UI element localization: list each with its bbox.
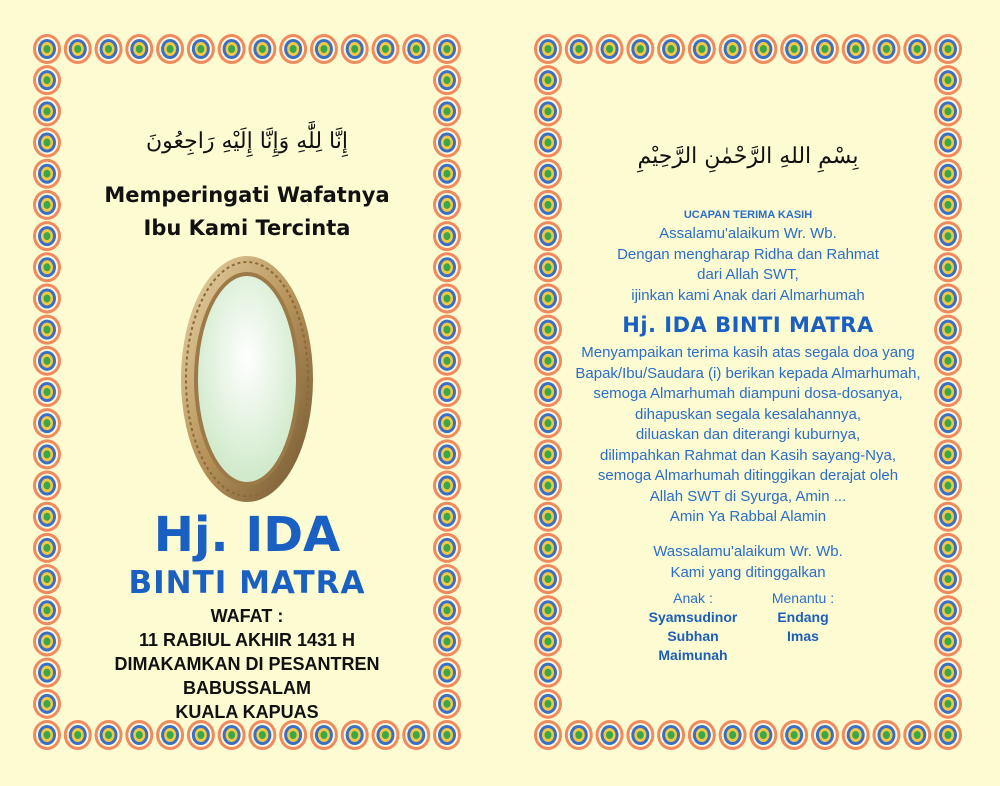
border-medallion [433, 346, 461, 376]
border-medallion [872, 720, 900, 750]
border-medallion [534, 65, 562, 95]
border-medallion [749, 34, 777, 64]
border-medallion [934, 346, 962, 376]
family-name: Imas [787, 628, 819, 644]
border-medallion [433, 720, 461, 750]
border-medallion [934, 221, 962, 251]
text-line: dihapuskan segala kesalahannya, [634, 405, 861, 423]
border-medallion [934, 315, 962, 345]
border-medallion [534, 190, 562, 220]
border-medallion [33, 439, 61, 469]
text-line: Menyampaikan terima kasih atas segala doa yang [581, 344, 915, 361]
card-left-content [67, 69, 427, 722]
text-line: ijinkan kami Anak dari Almarhumah [631, 286, 865, 304]
border-medallion [433, 533, 461, 563]
border-medallion [565, 34, 593, 64]
body-paragraph [568, 343, 928, 528]
border-medallion [903, 720, 931, 750]
border-medallion [626, 34, 654, 64]
border-medallion [433, 502, 461, 532]
thanks-title: UCAPAN TERIMA KASIH [683, 209, 813, 221]
heading-line-2: Ibu Kami Tercinta [143, 216, 351, 240]
text-line: Bapak/Ibu/Saudara (i) berikan kepada Almarhumah, [575, 364, 921, 382]
border-medallion [433, 65, 461, 95]
text-line: Amin Ya Rabbal Alamin [669, 508, 827, 525]
text-line: diluaskan dan diterangi kuburnya, [635, 426, 861, 443]
border-medallion [33, 564, 61, 594]
border-medallion [371, 34, 399, 64]
border-medallion [33, 595, 61, 625]
border-medallion [33, 471, 61, 501]
text-line: semoga Almarhumah diampuni dosa-dosanya, [593, 385, 903, 402]
border-medallion [33, 159, 61, 189]
border-medallion [934, 533, 962, 563]
border-medallion [33, 315, 61, 345]
border-medallion [433, 159, 461, 189]
border-medallion [534, 595, 562, 625]
info-line: WAFAT : [210, 606, 284, 626]
border-medallion [657, 720, 685, 750]
border-medallion [433, 471, 461, 501]
info-line: BABUSSALAM [183, 678, 311, 698]
border-medallion [433, 34, 461, 64]
border-medallion [33, 720, 61, 750]
border-medallion [811, 720, 839, 750]
border-medallion [218, 34, 246, 64]
border-medallion [433, 689, 461, 719]
border-medallion [534, 720, 562, 750]
border-medallion [402, 34, 430, 64]
border-medallion [95, 720, 123, 750]
border-medallion [33, 408, 61, 438]
border-medallion [33, 34, 61, 64]
border-medallion [934, 658, 962, 688]
border-medallion [534, 221, 562, 251]
border-medallion [433, 283, 461, 313]
border-medallion [33, 346, 61, 376]
children-label: Anak : [673, 590, 713, 606]
border-medallion [433, 439, 461, 469]
family-name: Syamsudinor [648, 609, 738, 625]
border-medallion [596, 720, 624, 750]
border-medallion [187, 34, 215, 64]
border-medallion [33, 533, 61, 563]
heading-line-1: Memperingati Wafatnya [104, 183, 390, 207]
border-medallion [341, 34, 369, 64]
border-medallion [534, 346, 562, 376]
text-line: Kami yang ditinggalkan [670, 563, 826, 581]
border-medallion [934, 377, 962, 407]
border-medallion [719, 34, 747, 64]
border-medallion [934, 96, 962, 126]
info-line: 11 RABIUL AKHIR 1431 H [138, 630, 356, 650]
memorial-card-right [532, 33, 964, 751]
text-line: Wassalamu'alaikum Wr. Wb. [653, 543, 843, 560]
border-medallion [125, 34, 153, 64]
arabic-inscription: إِنَّا لِلَّٰهِ وَإِنَّا إِلَيْهِ رَاجِعُونَ [146, 129, 348, 154]
border-medallion [433, 190, 461, 220]
border-medallion [187, 720, 215, 750]
border-medallion [534, 283, 562, 313]
border-medallion [934, 720, 962, 750]
border-medallion [780, 34, 808, 64]
border-medallion [33, 190, 61, 220]
border-medallion [33, 283, 61, 313]
border-medallion [33, 626, 61, 656]
border-medallion [534, 128, 562, 158]
border-medallion [279, 34, 307, 64]
border-medallion [248, 34, 276, 64]
oval-photo-frame [179, 254, 315, 504]
bismillah-inscription: بِسْمِ اللهِ الرَّحْمٰنِ الرَّحِيْمِ [637, 144, 859, 169]
children-list [638, 589, 748, 665]
border-medallion [534, 471, 562, 501]
border-medallion [811, 34, 839, 64]
border-medallion [934, 65, 962, 95]
in-laws-list [758, 589, 848, 646]
text-line: dilimpahkan Rahmat dan Kasih sayang-Nya, [600, 446, 896, 464]
border-medallion [534, 439, 562, 469]
deceased-lineage: BINTI MATRA [128, 565, 366, 601]
border-medallion [934, 190, 962, 220]
border-medallion [33, 65, 61, 95]
border-medallion [433, 315, 461, 345]
text-line: Allah SWT di Syurga, Amin ... [649, 487, 847, 505]
border-medallion [433, 564, 461, 594]
text-line: Dengan mengharap Ridha dan Rahmat [617, 245, 879, 263]
border-medallion [596, 34, 624, 64]
in-laws-label: Menantu : [771, 590, 835, 606]
border-medallion [719, 720, 747, 750]
info-line: DIMAKAMKAN DI PESANTREN [114, 654, 380, 674]
border-medallion [433, 626, 461, 656]
border-medallion [934, 252, 962, 282]
border-medallion [33, 128, 61, 158]
border-medallion [903, 34, 931, 64]
info-line: KUALA KAPUAS [175, 702, 319, 722]
memorial-card-left [31, 33, 463, 751]
border-medallion [64, 720, 92, 750]
border-medallion [33, 96, 61, 126]
border-medallion [433, 252, 461, 282]
deceased-name: Hj. IDA [153, 507, 341, 563]
border-medallion [934, 408, 962, 438]
border-medallion [842, 720, 870, 750]
border-medallion [33, 377, 61, 407]
family-name: Maimunah [658, 647, 728, 663]
border-medallion [310, 34, 338, 64]
border-medallion [433, 221, 461, 251]
family-name: Endang [777, 609, 829, 625]
intro-paragraph [568, 224, 928, 306]
text-line: dari Allah SWT, [697, 266, 799, 283]
closing-paragraph [568, 542, 928, 583]
border-medallion [33, 221, 61, 251]
border-medallion [934, 34, 962, 64]
border-medallion [657, 34, 685, 64]
border-medallion [156, 34, 184, 64]
border-medallion [688, 34, 716, 64]
border-medallion [842, 34, 870, 64]
border-medallion [534, 689, 562, 719]
border-medallion [371, 720, 399, 750]
border-medallion [749, 720, 777, 750]
border-medallion [534, 408, 562, 438]
border-medallion [33, 658, 61, 688]
border-medallion [934, 283, 962, 313]
border-medallion [218, 720, 246, 750]
border-medallion [934, 439, 962, 469]
border-medallion [433, 96, 461, 126]
border-medallion [872, 34, 900, 64]
border-medallion [279, 720, 307, 750]
border-medallion [934, 564, 962, 594]
deceased-full-name: Hj. IDA BINTI MATRA [622, 313, 874, 337]
border-medallion [433, 377, 461, 407]
border-medallion [125, 720, 153, 750]
border-medallion [341, 720, 369, 750]
border-medallion [534, 315, 562, 345]
border-medallion [95, 34, 123, 64]
border-medallion [934, 595, 962, 625]
border-medallion [310, 720, 338, 750]
burial-info [67, 604, 427, 724]
border-medallion [402, 720, 430, 750]
border-medallion [934, 502, 962, 532]
border-medallion [534, 533, 562, 563]
border-medallion [534, 626, 562, 656]
border-medallion [688, 720, 716, 750]
border-medallion [934, 626, 962, 656]
border-medallion [433, 408, 461, 438]
border-medallion [934, 159, 962, 189]
border-medallion [534, 252, 562, 282]
border-medallion [534, 34, 562, 64]
border-medallion [934, 128, 962, 158]
family-name: Subhan [667, 628, 719, 644]
border-medallion [433, 658, 461, 688]
border-medallion [534, 377, 562, 407]
border-medallion [248, 720, 276, 750]
border-medallion [934, 689, 962, 719]
border-medallion [780, 720, 808, 750]
border-medallion [433, 128, 461, 158]
border-medallion [33, 502, 61, 532]
text-line: semoga Almarhumah ditinggikan derajat oleh [597, 467, 899, 484]
border-medallion [33, 252, 61, 282]
border-medallion [534, 564, 562, 594]
border-medallion [565, 720, 593, 750]
border-medallion [156, 720, 184, 750]
border-medallion [33, 689, 61, 719]
border-medallion [934, 471, 962, 501]
border-medallion [534, 159, 562, 189]
border-medallion [534, 502, 562, 532]
border-medallion [534, 96, 562, 126]
border-medallion [534, 658, 562, 688]
memorial-heading [67, 179, 427, 245]
border-medallion [433, 595, 461, 625]
border-medallion [626, 720, 654, 750]
text-line: Assalamu'alaikum Wr. Wb. [659, 225, 837, 242]
card-right-content [568, 69, 928, 715]
border-medallion [64, 34, 92, 64]
